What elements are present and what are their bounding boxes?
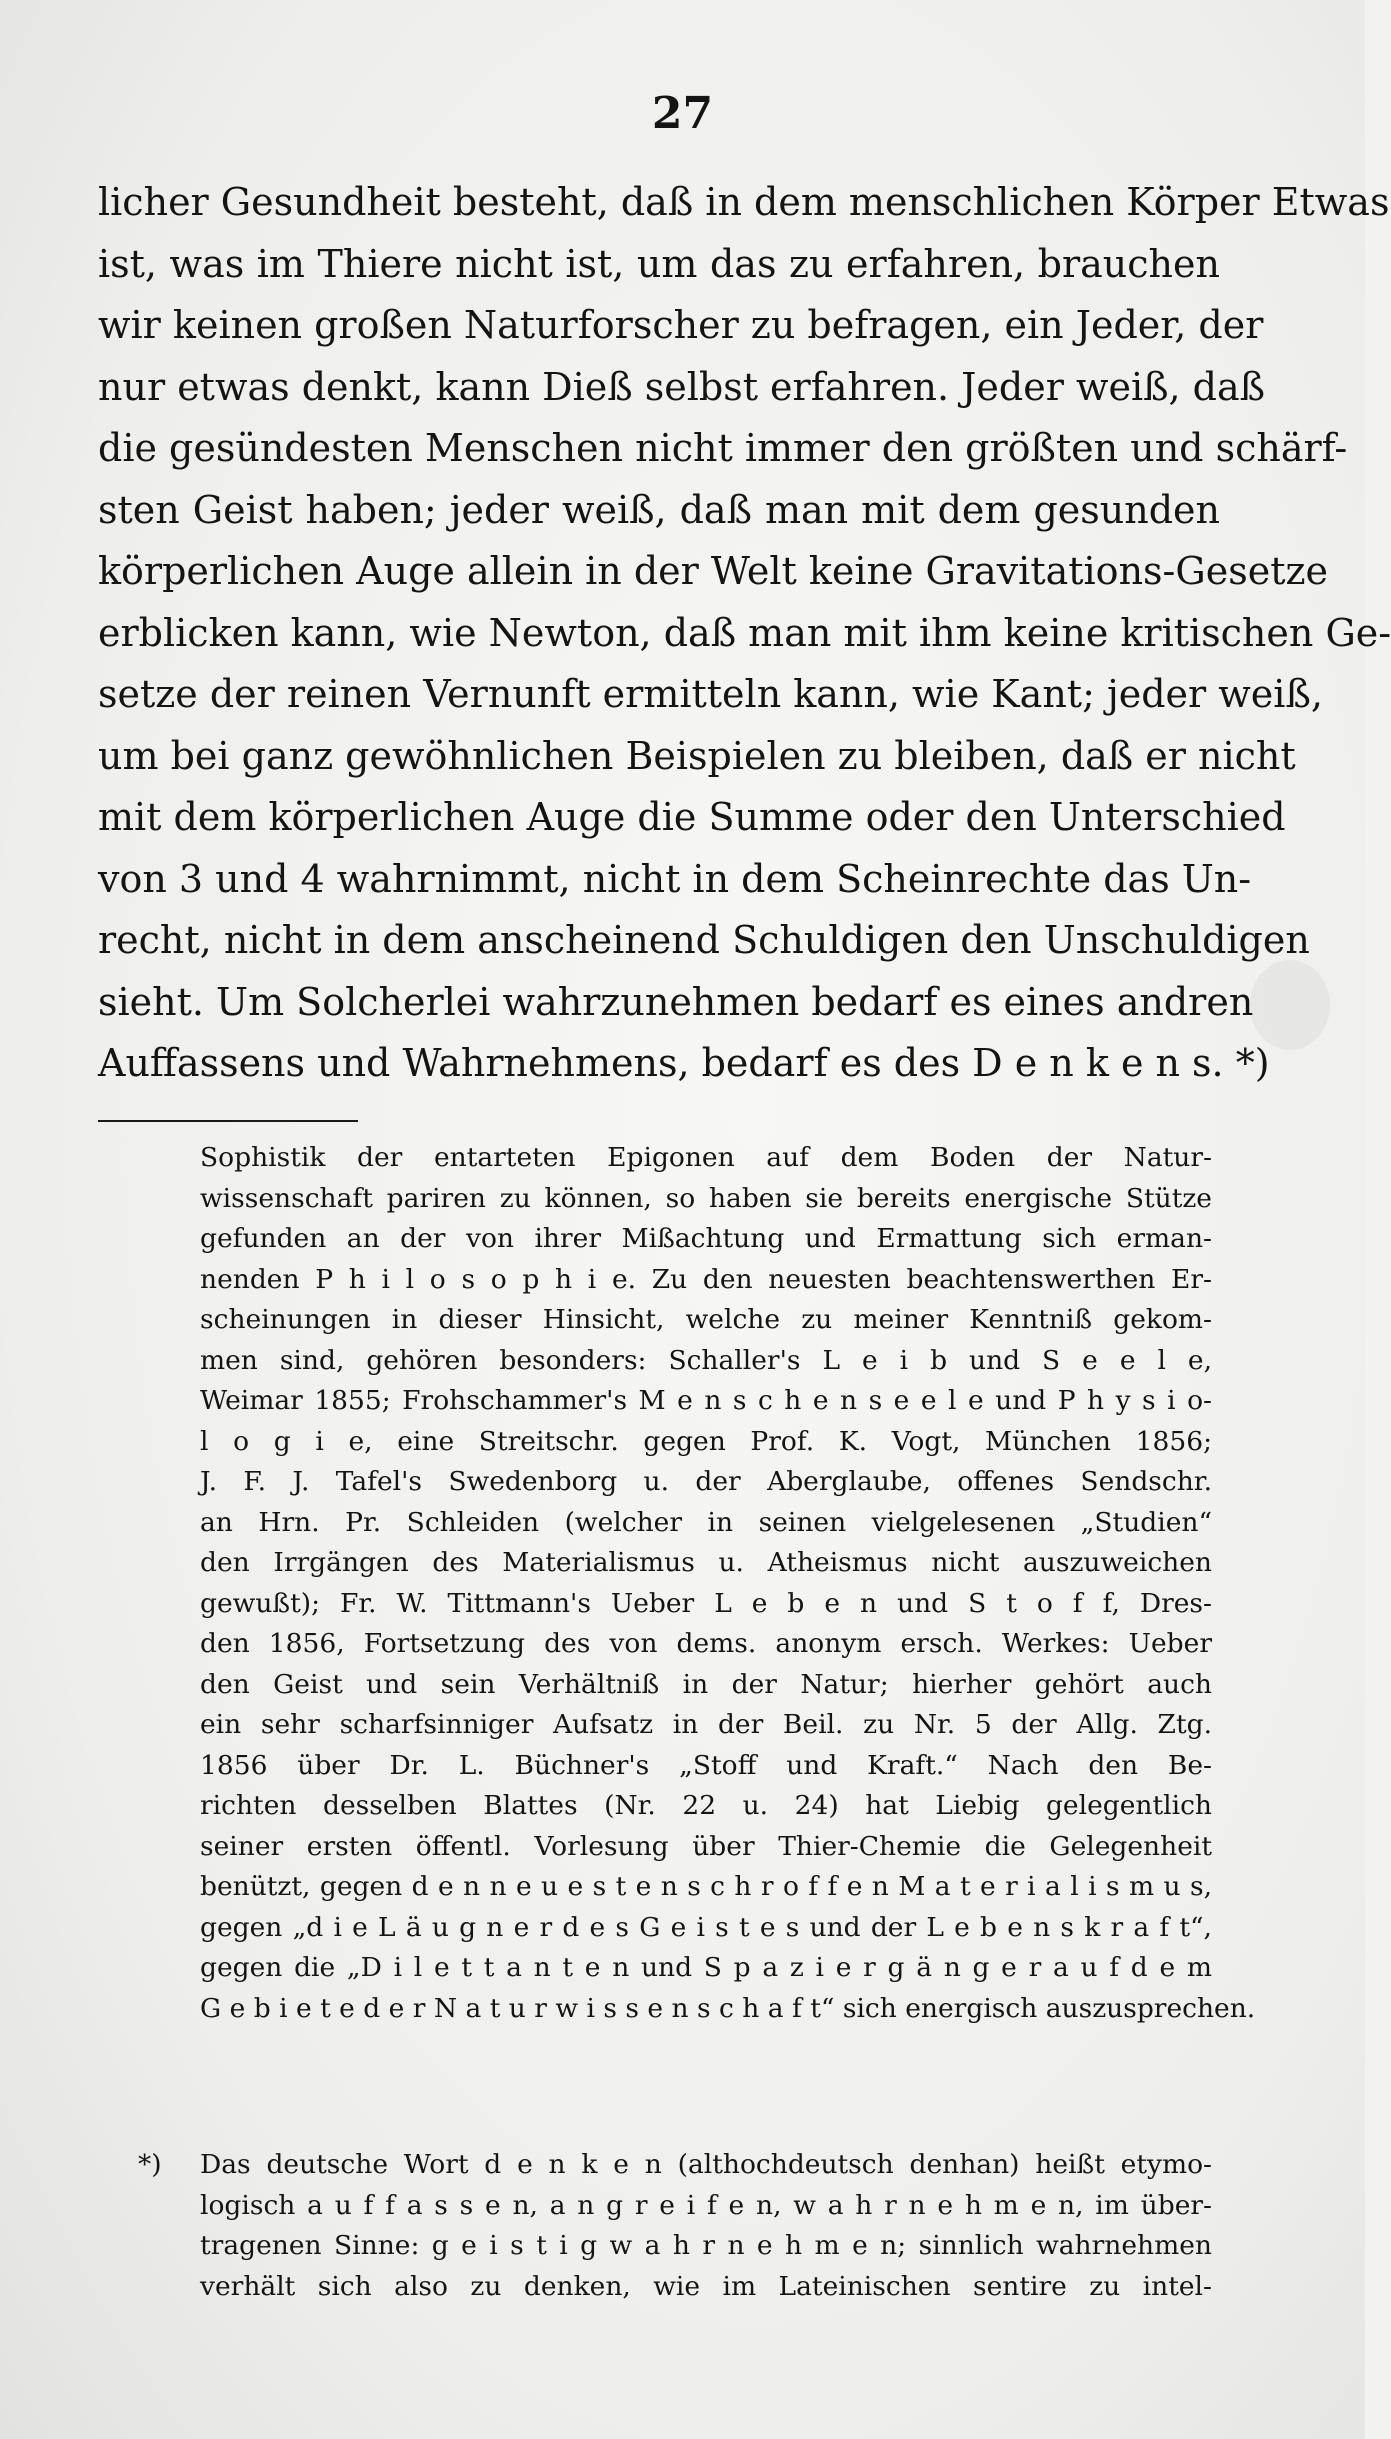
body-text-line: ist, was im Thiere nicht ist, um das zu erfahren, brauchen [98, 241, 1220, 286]
body-text [98, 172, 1391, 1095]
footnote-line: Das deutsche Wort d e n k e n (althochdeutsch denhan) heißt etymo- [200, 2149, 1212, 2180]
footnote-line: J. F. J. Tafel's Swedenborg u. der Aberglaube, offenes Sendschr. [200, 1466, 1212, 1497]
footnote-separator-rule [98, 1120, 358, 1122]
page-number: 27 [651, 88, 714, 139]
body-text-line: sieht. Um Solcherlei wahrzunehmen bedarf es eines andren [98, 979, 1254, 1024]
body-text-line: setze der reinen Vernunft ermitteln kann, wie Kant; jeder weiß, [98, 672, 1323, 716]
body-text-line: mit dem körperlichen Auge die Summe oder den Unterschied [98, 795, 1286, 839]
footnote-line: den 1856, Fortsetzung des von dems. anonym ersch. Werkes: Ueber [200, 1628, 1212, 1659]
footnote-line: seiner ersten öffentl. Vorlesung über Thier-Chemie die Gelegenheit [200, 1830, 1212, 1862]
footnote-line: den Irrgängen des Materialismus u. Atheismus nicht auszuweichen [200, 1547, 1212, 1578]
footnote-line: ein sehr scharfsinniger Aufsatz in der Beil. zu Nr. 5 der Allg. Ztg. [200, 1709, 1212, 1740]
footnote-line: men sind, gehören besonders: Schaller's L e i b und S e e l e, [200, 1344, 1212, 1376]
body-text-line: licher Gesundheit besteht, daß in dem menschlichen Körper Etwas [98, 180, 1390, 224]
body-text-line: sten Geist haben; jeder weiß, daß man mit dem gesunden [98, 487, 1220, 532]
footnote-line: wissenschaft pariren zu können, so haben sie bereits energische Stütze [200, 1182, 1212, 1214]
body-text-line: recht, nicht in dem anscheinend Schuldigen den Unschuldigen [98, 918, 1310, 962]
footnote-line: Sophistik der entarteten Epigonen auf dem Boden der Natur- [200, 1142, 1212, 1173]
footnote-line: verhält sich also zu denken, wie im Lateinischen sentire zu intel- [200, 2270, 1212, 2302]
body-text-line: Auffassens und Wahrnehmens, bedarf es des D e n k e n s. *) [98, 1041, 1270, 1085]
footnote-line: gegen die „D i l e t t a n t e n und S p a z i e r g ä n g e r a u f d e m [200, 1952, 1212, 1983]
show-through-stain [1250, 960, 1330, 1050]
footnote-line: den Geist und sein Verhältniß in der Natur; hierher gehört auch [200, 1668, 1212, 1700]
footnote-line: an Hrn. Pr. Schleiden (welcher in seinen vielgelesenen „Studien“ [200, 1506, 1212, 1538]
body-text-line: nur etwas denkt, kann Dieß selbst erfahren. Jeder weiß, daß [98, 364, 1266, 409]
footnote-line: gegen „d i e L ä u g n e r d e s G e i s t e s und der L e b e n s k r a f t“, [200, 1911, 1212, 1943]
body-text-line: um bei ganz gewöhnlichen Beispielen zu bleiben, daß er nicht [98, 733, 1296, 778]
footnote-marker: *) [138, 2149, 162, 2180]
footnote-continuation [200, 1138, 1256, 2029]
footnote-line: scheinungen in dieser Hinsicht, welche zu meiner Kenntniß gekom- [200, 1304, 1212, 1335]
body-text-line: erblicken kann, wie Newton, daß man mit ihm keine kritischen Ge- [98, 610, 1391, 655]
footnote-line: richten desselben Blattes (Nr. 22 u. 24) hat Liebig gelegentlich [200, 1790, 1212, 1821]
footnote-line: logisch a u f f a s s e n, a n g r e i f e n, w a h r n e h m e n, im über- [200, 2189, 1212, 2221]
footnote-line: gefunden an der von ihrer Mißachtung und Ermattung sich erman- [200, 1223, 1212, 1254]
body-text-line: die gesündesten Menschen nicht immer den größten und schärf- [98, 426, 1348, 470]
body-text-line: von 3 und 4 wahrnimmt, nicht in dem Scheinrechte das Un- [98, 856, 1252, 901]
footnote-line: nenden P h i l o s o p h i e. Zu den neuesten beachtenswerthen Er- [200, 1263, 1212, 1295]
body-text-line: wir keinen großen Naturforscher zu befragen, ein Jeder, der [98, 303, 1264, 347]
footnote-line: l o g i e, eine Streitschr. gegen Prof. K. Vogt, München 1856; [200, 1425, 1212, 1457]
footnote-line: 1856 über Dr. L. Büchner's „Stoff und Kraft.“ Nach den Be- [200, 1749, 1212, 1781]
footnote-line: benützt, gegen d e n n e u e s t e n s c h r o f f e n M a t e r i a l i s m u s, [200, 1871, 1212, 1902]
body-text-line: körperlichen Auge allein in der Welt keine Gravitations-Gesetze [98, 549, 1328, 593]
footnote-line: G e b i e t e d e r N a t u r w i s s e n s c h a f t“ sich energisch auszusprechen. [200, 1992, 1256, 2024]
footnote-line: gewußt); Fr. W. Tittmann's Ueber L e b e n und S t o f f, Dres- [200, 1587, 1212, 1619]
footnote-line: tragenen Sinne: g e i s t i g w a h r n e h m e n; sinnlich wahrnehmen [200, 2230, 1212, 2261]
footnote-line: Weimar 1855; Frohschammer's M e n s c h e n s e e l e und P h y s i o- [200, 1385, 1212, 1416]
footnote-denken [200, 2145, 1212, 2307]
